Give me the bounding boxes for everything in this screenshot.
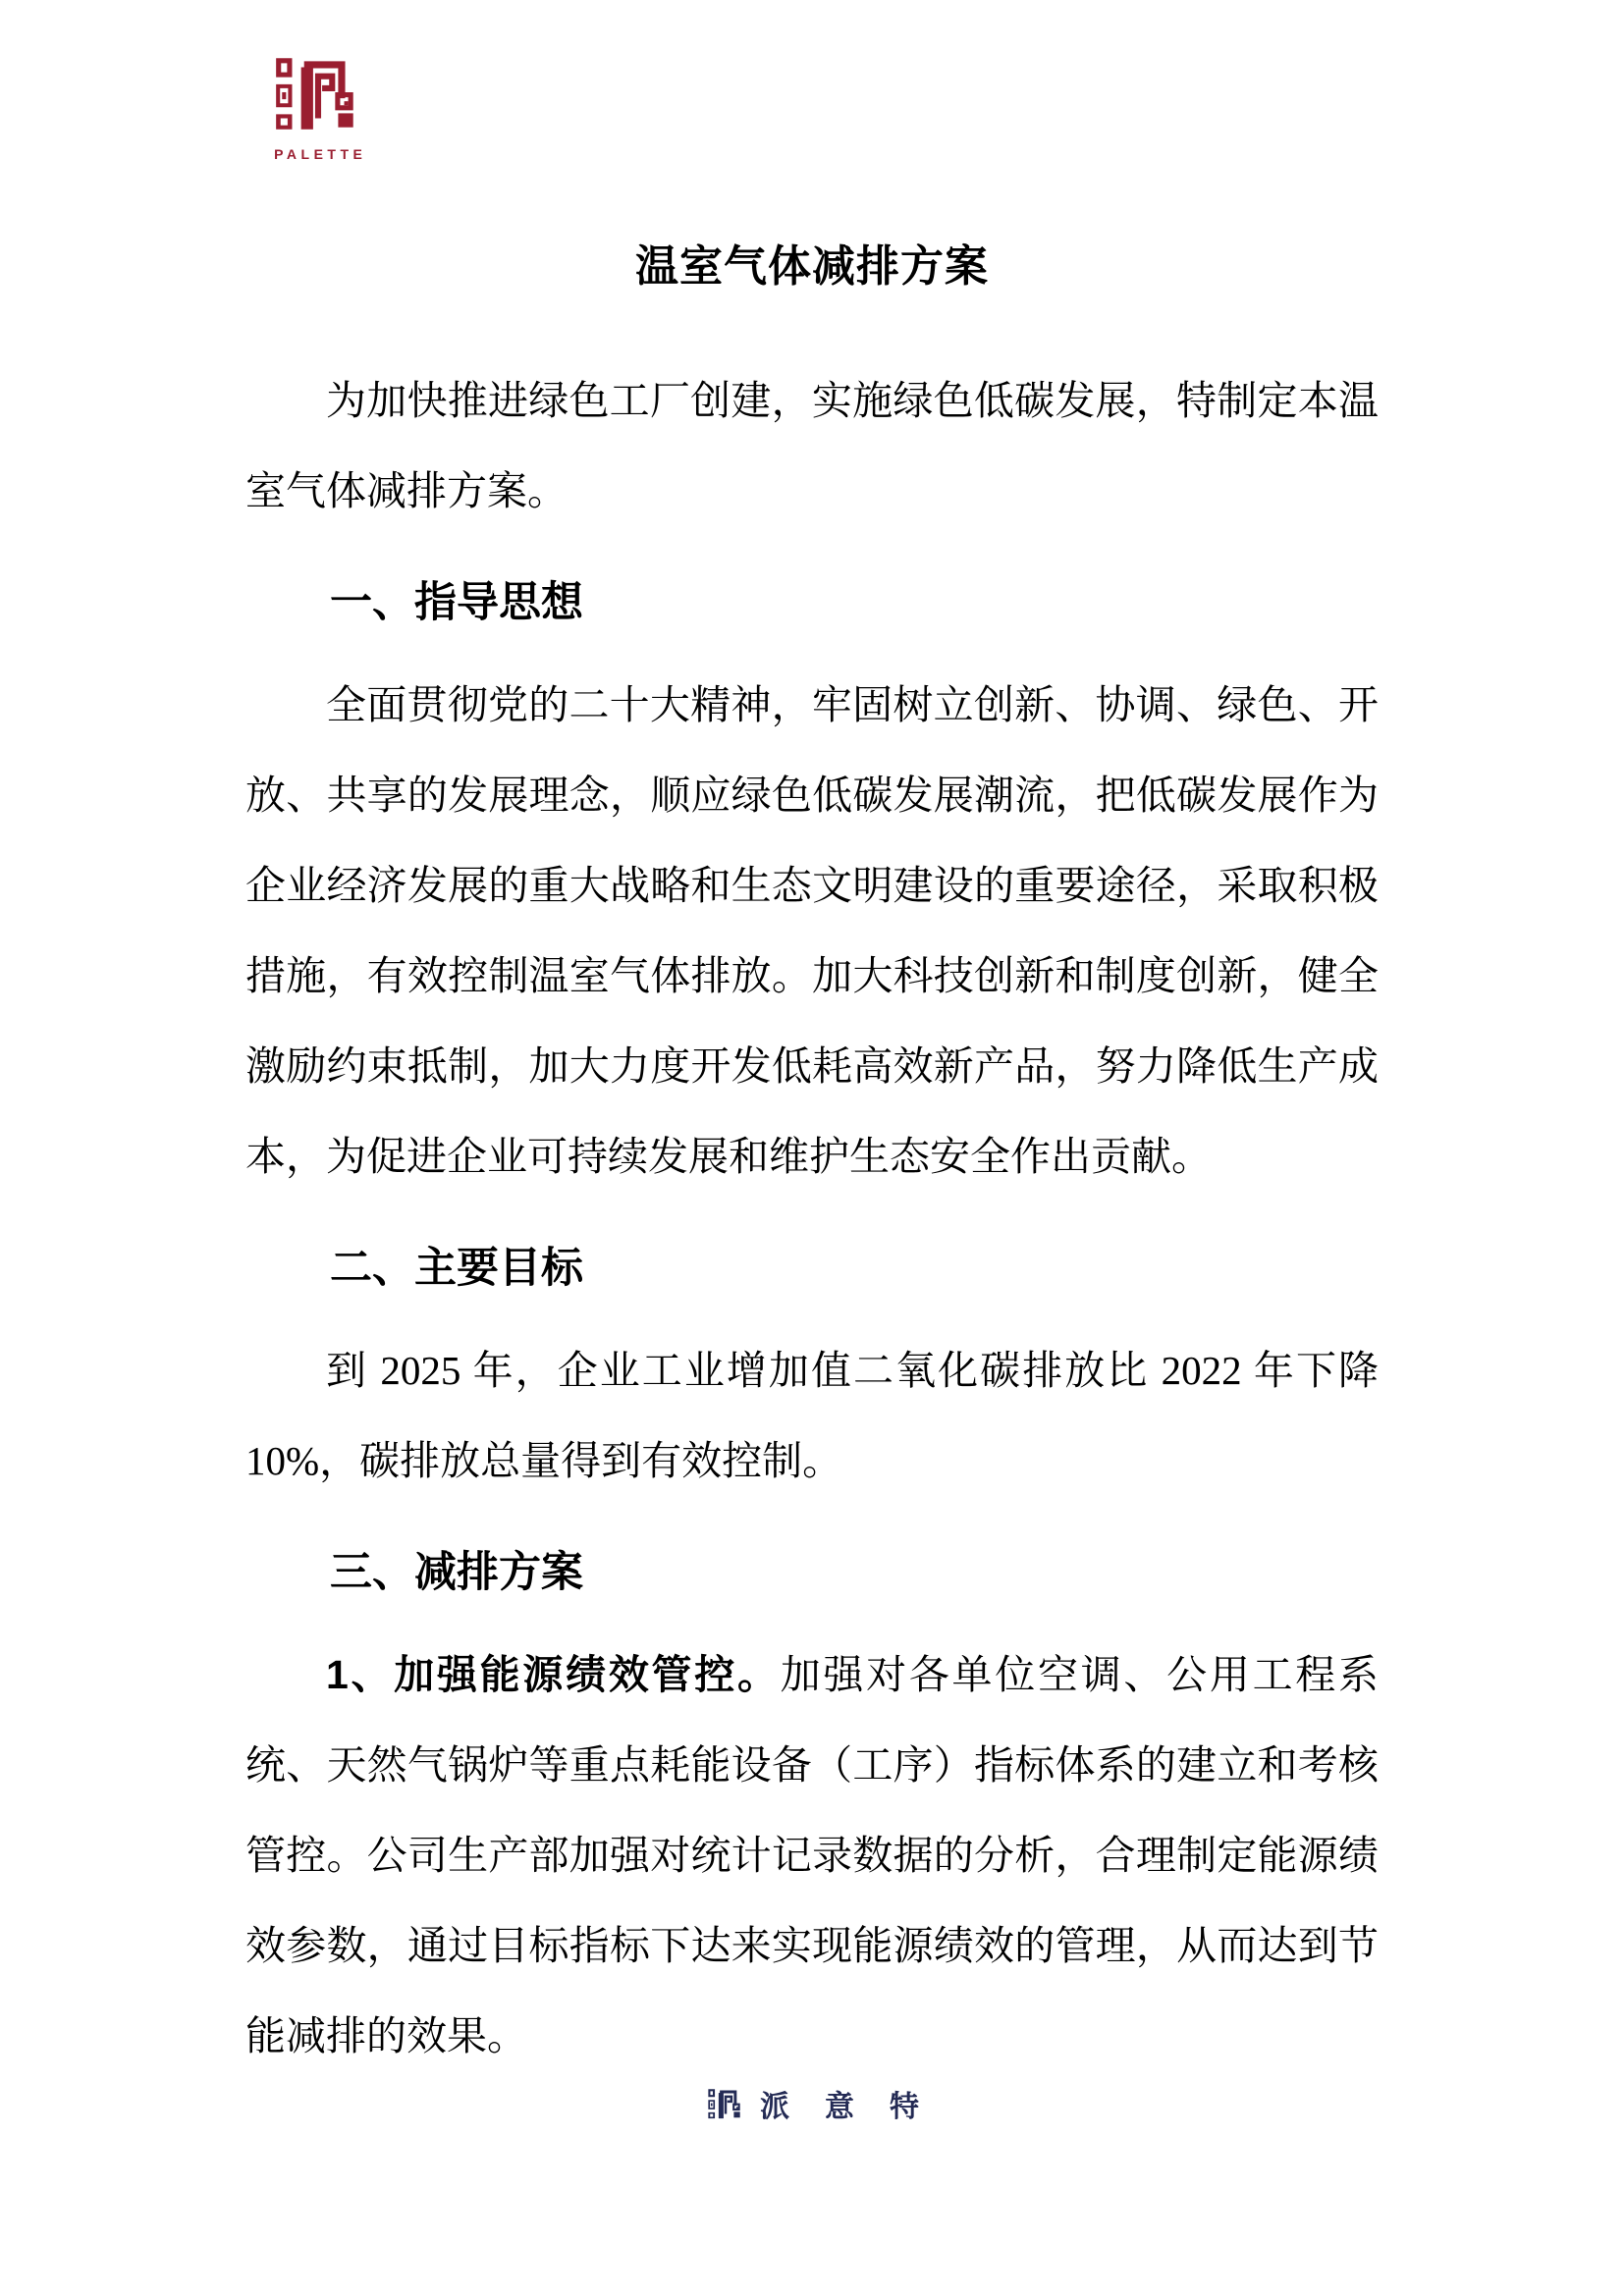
body-paragraph: 到 2025 年，企业工业增加值二氧化碳排放比 2022 年下降 10%，碳排放总量得到有效控制。 [245, 1348, 1379, 1483]
body-paragraph: 全面贯彻党的二十大精神，牢固树立创新、协调、绿色、开放、共享的发展理念，顺应绿色低碳发展潮流，把低碳发展作为企业经济发展的重大战略和生态文明建设的重要途径，采取积极措施，有效控制温室气体排放。加大科技创新和制度创新，健全激励约束抵制，加大力度开发低耗高效新产品，努力降低生产成本，为促进企业可持续发展和维护生态安全作出贡献。 [245, 682, 1379, 1179]
body-paragraph: 1、加强能源绩效管控。加强对各单位空调、公用工程系统、天然气锅炉等重点耗能设备（工序）指标体系的建立和考核管控。公司生产部加强对统计记录数据的分析，合理制定能源绩效参数，通过目标指标下达来实现能源绩效的管理，从而达到节能减排的效果。 [245, 1652, 1379, 2058]
body-paragraph: 为加快推进绿色工厂创建，实施绿色低碳发展，特制定本温室气体减排方案。 [245, 378, 1379, 513]
logo-wordmark: PALETTE [274, 146, 367, 162]
document-body [245, 355, 1379, 2081]
paragraph-lead-bold: 1、加强能源绩效管控。 [326, 1652, 781, 1697]
document-title: 温室气体减排方案 [635, 242, 989, 291]
section-heading: 一、指导思想 [330, 579, 583, 626]
footer-brand-text: 派意特 [760, 2091, 954, 2123]
document-content [245, 0, 1379, 2081]
palette-maze-icon [705, 2081, 746, 2126]
page-footer [0, 2081, 1624, 2126]
section-heading: 三、减排方案 [330, 1549, 583, 1596]
section-heading: 二、主要目标 [330, 1245, 583, 1292]
